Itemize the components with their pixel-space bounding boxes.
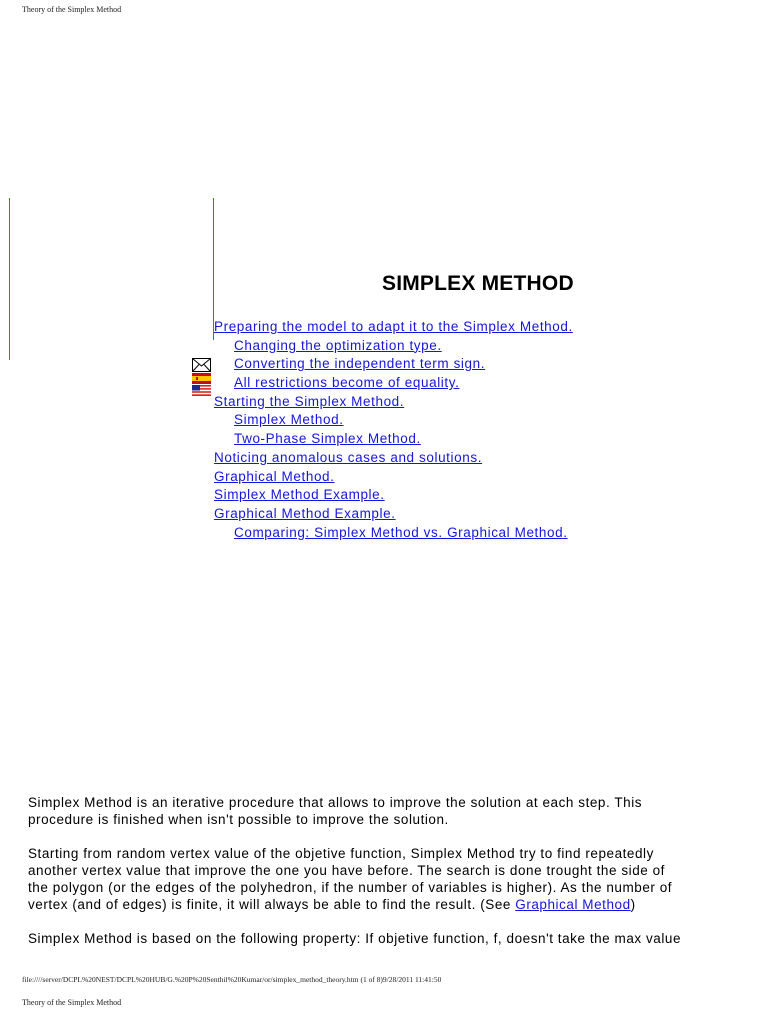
paragraph-line: vertex (and of edges) is finite, it will always be able to find the result. (See <box>28 897 516 912</box>
paragraph-line: procedure is finished when isn't possible to improve the solution. <box>28 812 449 827</box>
toc-item <box>214 337 573 356</box>
toc-item <box>214 374 573 393</box>
page-title: SIMPLEX METHOD <box>382 272 574 295</box>
paragraph-line: Simplex Method is an iterative procedure that allows to improve the solution at each step. This <box>28 795 643 810</box>
toc-link-starting-simplex[interactable]: Starting the Simplex Method. <box>214 393 405 409</box>
paragraph-line: the polygon (or the edges of the polyhedron, if the number of variables is higher). As the number of <box>28 880 673 895</box>
toc-item <box>214 505 573 524</box>
toc-link-two-phase[interactable]: Two-Phase Simplex Method. <box>234 431 421 447</box>
toc-item <box>214 468 573 487</box>
usa-flag-icon[interactable] <box>192 385 211 396</box>
toc-item <box>214 393 573 412</box>
toc-item <box>214 430 573 449</box>
paragraph-1 <box>28 794 758 828</box>
toc-item <box>214 355 573 374</box>
paragraph-line: another vertex value that improve the one you have before. The search is done trought the side of <box>28 863 665 878</box>
toc-link-converting-term-sign[interactable]: Converting the independent term sign. <box>234 356 486 372</box>
paragraph-line: Starting from random vertex value of the objetive function, Simplex Method try to find repeatedly <box>28 846 654 861</box>
body-text <box>28 794 758 964</box>
table-of-contents <box>214 318 573 542</box>
left-vertical-rule <box>9 198 10 360</box>
print-footer-url: file:////server/DCPL%20NEST/DCPL%20HUB/G.%20P%20Senthil%20Kumar/or/simplex_method_theory.htm (1 of 8)9/28/2011 11:41:50 <box>22 975 442 984</box>
toc-item <box>214 318 573 337</box>
mail-icon[interactable] <box>192 358 211 372</box>
toc-link-comparing[interactable]: Comparing: Simplex Method vs. Graphical Method. <box>234 524 568 540</box>
toc-link-graphical-example[interactable]: Graphical Method Example. <box>214 505 396 521</box>
toc-item <box>214 449 573 468</box>
toc-link-changing-optimization[interactable]: Changing the optimization type. <box>234 337 442 353</box>
toc-item <box>214 524 573 543</box>
toc-item <box>214 486 573 505</box>
toc-item <box>214 411 573 430</box>
toc-link-graphical-method[interactable]: Graphical Method. <box>214 468 335 484</box>
toc-link-simplex-method[interactable]: Simplex Method. <box>234 412 344 428</box>
paragraph-3 <box>28 930 758 947</box>
print-footer-title: Theory of the Simplex Method <box>22 998 122 1007</box>
spain-flag-icon[interactable] <box>192 373 211 384</box>
toc-link-restrictions-equality[interactable]: All restrictions become of equality. <box>234 375 460 391</box>
toc-link-preparing-model[interactable]: Preparing the model to adapt it to the Simplex Method. <box>214 319 573 334</box>
toc-link-simplex-example[interactable]: Simplex Method Example. <box>214 487 385 503</box>
paragraph-line-end: ) <box>630 897 636 912</box>
print-header-title: Theory of the Simplex Method <box>22 5 122 14</box>
side-icons <box>192 358 212 396</box>
paragraph-2 <box>28 845 758 913</box>
toc-link-anomalous-cases[interactable]: Noticing anomalous cases and solutions. <box>214 449 483 465</box>
paragraph-line: Simplex Method is based on the following property: If objetive function, f, doesn't take the max value <box>28 931 682 946</box>
graphical-method-link[interactable]: Graphical Method <box>515 897 631 912</box>
